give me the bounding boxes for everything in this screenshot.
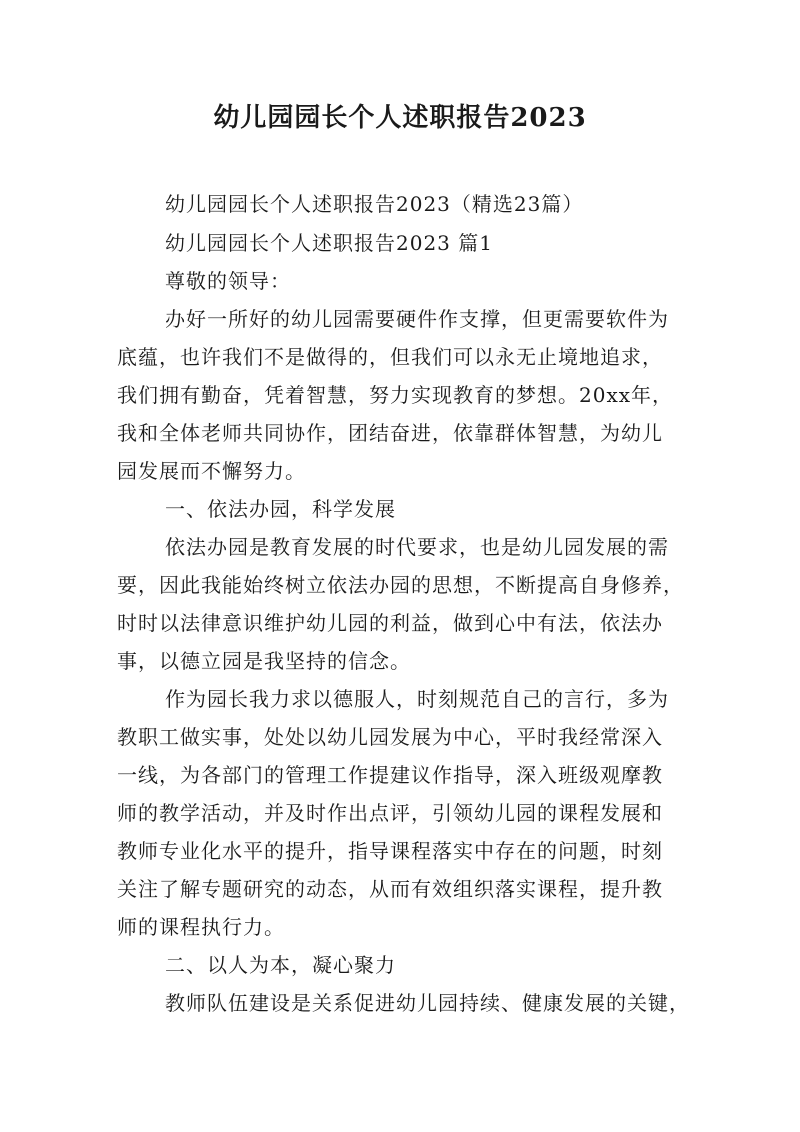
paragraph-line: 我和全体老师共同协作，团结奋进，依靠群体智慧，为幼儿 <box>117 421 663 445</box>
paragraph-line: 园发展而不懈努力。 <box>117 459 306 483</box>
paragraph-line: 师的课程执行力。 <box>117 915 285 939</box>
paragraph-line: 关注了解专题研究的动态，从而有效组织落实课程，提升教 <box>117 877 663 901</box>
section-heading: 一、依法办园，科学发展 <box>165 497 396 521</box>
paragraph-line: 依法办园是教育发展的时代要求，也是幼儿园发展的需 <box>165 535 669 559</box>
paragraph-line: 作为园长我力求以德服人，时刻规范自己的言行，多为 <box>165 687 669 711</box>
paragraph-line: 要，因此我能始终树立依法办园的思想，不断提高自身修养， <box>117 573 684 597</box>
paragraph-line: 我们拥有勤奋，凭着智慧，努力实现教育的梦想。20xx年， <box>117 383 674 407</box>
paragraph-line: 底蕴，也许我们不是做得的，但我们可以永无止境地追求， <box>117 345 663 369</box>
paragraph-line: 教职工做实事，处处以幼儿园发展为中心，平时我经常深入 <box>117 725 663 749</box>
salutation: 尊敬的领导： <box>165 269 291 293</box>
paragraph-line: 时时以法律意识维护幼儿园的利益，做到心中有法，依法办 <box>117 611 663 635</box>
paragraph-line: 师的教学活动，并及时作出点评，引领幼儿园的课程发展和 <box>117 801 663 825</box>
document-title: 幼儿园园长个人述职报告2023 <box>213 103 587 133</box>
paragraph-line: 事，以德立园是我坚持的信念。 <box>117 649 411 673</box>
paragraph-line: 教师队伍建设是关系促进幼儿园持续、健康发展的关键， <box>165 991 690 1015</box>
subtitle-line: 幼儿园园长个人述职报告2023（精选23篇） <box>165 192 584 216</box>
paragraph-line: 教师专业化水平的提升，指导课程落实中存在的问题，时刻 <box>117 839 663 863</box>
paragraph-line: 一线，为各部门的管理工作提建议作指导，深入班级观摩教 <box>117 763 663 787</box>
section-heading: 二、以人为本，凝心聚力 <box>165 953 396 977</box>
section-heading: 幼儿园园长个人述职报告2023 篇1 <box>165 231 493 255</box>
paragraph-line: 办好一所好的幼儿园需要硬件作支撑，但更需要软件为 <box>165 307 669 331</box>
